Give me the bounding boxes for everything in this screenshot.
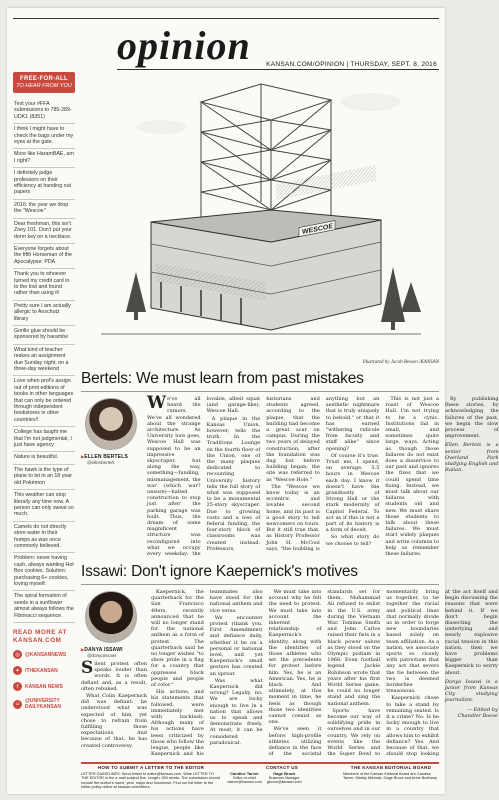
ffa-list — [13, 99, 75, 623]
masthead-rule — [117, 69, 439, 70]
article-paragraph: We've seen it before: high-profile athletes utilizing defiance in the face of the societal standards set for them. Muhammad Ali refused to enlist in the U.S. army during the Vietnam War. Tommie Smith and John Carlos raised their fists in a black power salute as they stood on the Olympic podium in 1968. Even football legend Jackie Robinson wrote that years after his first World Series game, he could no longer stand and sing the national anthem. — [268, 589, 381, 758]
contact-name: Gage Brock — [273, 770, 296, 776]
contact-box — [227, 766, 337, 792]
ffa-item: Gorillo glue should be sponsored by harambe — [13, 326, 75, 345]
contact-email[interactable]: gbrock@kansan.com — [266, 780, 302, 785]
edit-credit: — Edited by Chandler Boese — [457, 706, 498, 719]
ffa-item: The hawk is the type of plane to let in an 18 year old Pokémon — [13, 465, 75, 490]
ffa-item: Camels do not directly store water in their humps as was once commonly believed. — [13, 522, 75, 554]
ffa-title: FREE-FOR-ALL — [20, 76, 68, 82]
ffa-item: This weather can stop literally any time now. A person can only sweat so much. — [13, 490, 75, 522]
masthead-rule — [13, 18, 439, 19]
author-handle: @ellenbertels — [87, 460, 115, 465]
social-link[interactable] — [13, 666, 75, 675]
article-paragraph: A plaque in the Kansas Union, however, tells the truth. In the Traditions Lounge on the fourth floor of the Union, one of the many plaques dedicated to recounting University history tells the full story of what was supposed to be a monumental 25-story skyscraper. Due to growing costs and a loss of federal funding, the four-story block of classrooms was created instead. Professors, historians and students agreed, according to the plaque, that the building had become a great scar on campus. During the two years of delayed construction, after the foundation was dug but before building began, the site was referred to as "Wescoe Hole." — [206, 396, 320, 552]
contact-role: Business Manager — [268, 775, 300, 780]
cloud — [341, 93, 401, 111]
article-bertels — [81, 370, 499, 560]
article-issawi — [81, 563, 498, 759]
ffa-item: I think I might have to check the bags under my eyes at the gate. — [13, 124, 75, 149]
ffa-item: Thank you to whoever turned my credit card in to the lost and found rather than using it! — [13, 269, 75, 301]
cloud — [136, 120, 186, 134]
article-paragraph: Kaepernick chose to take a stand by remaining seated. Is it a crime? No. Is he lucky enough to live in a country that allows him to exhibit defiance? Yes. And because of that, we should stop looking at the act itself and begin discussing the reasons that were behind it. If we don't begin dissecting the underlying and nearly explosive racial tension in this nation, then we have problems bigger than Kaepernick to worry about. — [386, 589, 498, 758]
author-box — [81, 591, 143, 658]
social-label: KANSAN NEWS — [25, 683, 63, 690]
ffa-item: Love when prof's assign out of print editions of books in other languages that can only be ordered through independent bookstores in other countries!! — [13, 376, 75, 427]
author-name: ▶ ELLEN BERTELS — [81, 454, 143, 460]
article-column — [151, 589, 498, 759]
ffa-item: College has taught me that I'm not judgmental, I just have agency — [13, 427, 75, 452]
article-paragraph: We encounter protest (thank you, First Amendment) and defiance daily, whether it be on a personal or national level, and yet Kaepernick's small gesture has created an uproar. — [209, 614, 263, 677]
contact-role: Editor-in-chief — [233, 775, 256, 780]
ffa-item: Everyone forgets about the fifth Horseman of the Apocalypse: PDA. — [13, 244, 75, 269]
divider — [81, 391, 439, 392]
contact-email[interactable]: ctarver@kansan.com — [227, 780, 262, 785]
social-label: @KANSANNEWS — [25, 651, 67, 658]
article-paragraph: So what story do we choose to tell? — [325, 534, 380, 547]
ffa-item: Problem: never having cash, always wanting Hot Box cookies. Solution: purchasing 6+ cookies, loving myself. — [13, 553, 75, 591]
read-more[interactable]: READ MORE AT KANSAN.COM — [13, 629, 67, 644]
ffa-item: I definitely judge professors on their efficiency at handing out papers — [13, 168, 75, 200]
article-body-lead — [81, 658, 147, 759]
ffa-item: Pretty sure I am actually allergic to Anschutz library — [13, 301, 75, 326]
masthead — [7, 8, 445, 70]
contact-list — [227, 772, 337, 785]
ffa-item: 2016: the year we drop the "Wescoe" — [13, 200, 75, 219]
wescoe-building — [151, 165, 381, 330]
board-text: Members of the Kansan Editorial Board are Candice Tarver, Maddy Mikinski, Gage Brock and Anne Bodhany. — [343, 771, 438, 780]
author-photo — [85, 398, 137, 450]
divider — [81, 584, 439, 585]
social-links — [13, 650, 75, 710]
ffa-item: More like HaramBAE, am I right? — [13, 149, 75, 168]
author-bio: Danya Issawi is a junior from Kansas City studying journalism. — [444, 678, 498, 704]
author-handle: @danyaissawi — [87, 653, 117, 658]
article-paragraph: By publishing these stories, by acknowledging the failures of the past, we begin the slow process of improvement. — [444, 396, 499, 440]
snapchat-icon: ☺ — [14, 701, 21, 707]
editorial-board-box — [343, 766, 439, 792]
article-paragraph: We must take into account why he felt the need to protest. We must take into account the inherent relationship of Kaepernick's identity, along with the identities of those athletes who set the precedents for protest before him. Yes, he is an American. Yes, he is black. And ultimately, at this moment in time, he feels as though those two identities cannot coexist as one. — [268, 589, 322, 726]
article-paragraph: Was what Kaepernick did wrong? Legally, no. We are lucky enough to live in a nation that allows us to speak and demonstrate freely. At most, it can be considered paradoxical. — [209, 677, 263, 746]
ffa-item: Nature is beautiful. — [13, 452, 75, 464]
instagram-icon: ◎ — [13, 650, 22, 659]
social-link[interactable] — [13, 682, 75, 691]
free-for-all-sidebar — [13, 72, 75, 788]
ffa-header — [13, 72, 75, 93]
submit-text: LETTER GUIDELINES: Send letters to editor@kansan.com. Write LETTER TO THE EDITOR in the e-mail subject line. Length: 300 words. The submission should include the author's name, year, major and hometown. Find our full letter to the editor policy online at kansan.com/letters. — [81, 771, 220, 789]
article-headline: Bertels: We must learn from past mistakes — [81, 370, 364, 387]
ffa-subtitle: TO HEAR FROM YOU — [16, 83, 72, 89]
article-paragraph: What Colin Kaepernick did was defiant: he understood what was expected of him, yet chose to refrain from fulfilling those expectations. And because of that, he has created controversy. — [81, 693, 147, 749]
building-sign: WESCOE — [302, 223, 334, 237]
social-link[interactable] — [13, 650, 75, 659]
article-paragraph: His actions, and his statements that followed, were immediately met with backlash. Although many of his actions have been criticized by those who follow the league, people like Kaepernick and his teammates also have stood for the national anthem and vice versa. — [151, 589, 263, 758]
drop-cap: W — [147, 393, 167, 413]
article-column — [81, 658, 147, 759]
submit-letter-box — [81, 766, 221, 792]
article-paragraph: The "Wescoe we know today is an eccentric and lovable second home, and its past is a good story to tell newcomers on tours. But it still true that, as History Professor John H. McCool says, "the building is anything but an aesthetic nightmare that is truly uniquely to behold," or that it has earned "withering ridicule from faculty and staff alike" since opening? — [266, 396, 380, 552]
facebook-icon: f — [13, 682, 22, 691]
ffa-item: Text your #FFA submissions to 785-289-UDK1 (8351) — [13, 99, 75, 124]
social-link[interactable] — [13, 698, 75, 710]
submit-title: HOW TO SUBMIT A LETTER TO THE EDITOR — [97, 765, 205, 770]
dateline: KANSAN.COM/OPINION | THURSDAY, SEPT. 8, 2016 — [266, 61, 437, 68]
drop-cap: S — [81, 658, 94, 678]
section-title: opinion — [117, 23, 251, 68]
twitter-icon: ✦ — [13, 666, 22, 675]
article-body — [151, 589, 498, 759]
board-title: THE KANSAN EDITORIAL BOARD — [350, 765, 432, 770]
ffa-item: What kind of teacher makes an assignment due Sunday night, on a three-day weekend — [13, 345, 75, 377]
contact-name: Candice Tarver — [230, 770, 259, 776]
article-column — [147, 393, 499, 558]
contact-person — [227, 772, 262, 785]
article-paragraph: This is not just a roast of Wescoe Hall. I'm not trying to be a cynic. Institutions fail in small, and sometimes quite large, ways. Acting as though those failures do not exist does a disservice to our past and ignores the fixes that we could spend time fixing. Instead, we must talk about our failures with students old and new. We must share those students to talk about these failures. We must start widely plaques and write columns to help us remember these failures. — [385, 396, 439, 558]
ffa-item: The spiral formation of seeds in a sunflower almost always follows the Fibonacci sequence. — [13, 591, 75, 623]
wescoe-illustration — [81, 72, 439, 354]
article-paragraph: Silent protest often speaks louder than words. It is often defiant and, as a result, often rebuked. — [81, 658, 147, 692]
social-label: @UNIVERSITY DAILYKANSAN — [25, 698, 61, 710]
article-paragraph: Of course it's true. Trust me, I spend, on average, 3.5 hours in Wescoe each day. I know it doesn't have the grandiosity of Strong Hall or the stark modernity of Capitol Federal. To act as if this is not a part of its history is a form of deceit. — [325, 452, 380, 534]
author-box — [81, 398, 143, 465]
contact-person — [267, 772, 302, 785]
author-photo — [85, 591, 137, 643]
ffa-item: Dear freshman, this isn't Zoey 101. Don't put your dorm key on a necklace. — [13, 219, 75, 244]
article-paragraph: Sports have become our way of solidifying pride in ourselves and in our country. We rely on events like the World Series and the Super Bowl to momentarily bring us together, to tie together the racial and political lines that normally divide us in order to forge new boundaries based solely on team affiliation. As a nation, we associate sports so closely with patriotism that any act that severs the tie between the two is deemed borderline treasonous. — [327, 589, 439, 758]
footer — [81, 762, 439, 792]
contact-title: CONTACT US — [265, 765, 299, 770]
article-body — [147, 393, 499, 558]
article-paragraph: Kaepernick, the quarterback for the San Francisco 49ers, recently announced that he will no longer stand for the national anthem as a form of protest. The quarterback said he no longer wishes "to show pride in a flag for a country that oppresses black people and people of color." — [151, 589, 204, 689]
illustration-credit: Illustrated by Jacob Bessen /KANSAN — [362, 360, 439, 365]
article-paragraph: We've all heard the rumors. We've all wondered about the strange architecture. As University lore goes, Wescoe Hall was supposed to be an impressive skyscraper, but along the way, something—funding, mismanagement, the war (which war? unsure)—halted construction to stop just after the parking garage was built. Thus, the dream of some magnificent structure was reconfigured into what we occupy every weekday: the lovable, albeit squat (and garage-like), Wescoe Hall. — [147, 393, 261, 558]
newspaper-page — [7, 8, 499, 794]
author-bio: Ellen Bertels is a senior from Overland Park studying English and Italian. — [444, 442, 499, 474]
author-name: ▶ DANYA ISSAWI — [81, 647, 143, 653]
social-label: /THEKANSAN — [25, 667, 58, 674]
article-headline: Issawi: Don't ignore Kaepernick's motives — [81, 563, 358, 580]
